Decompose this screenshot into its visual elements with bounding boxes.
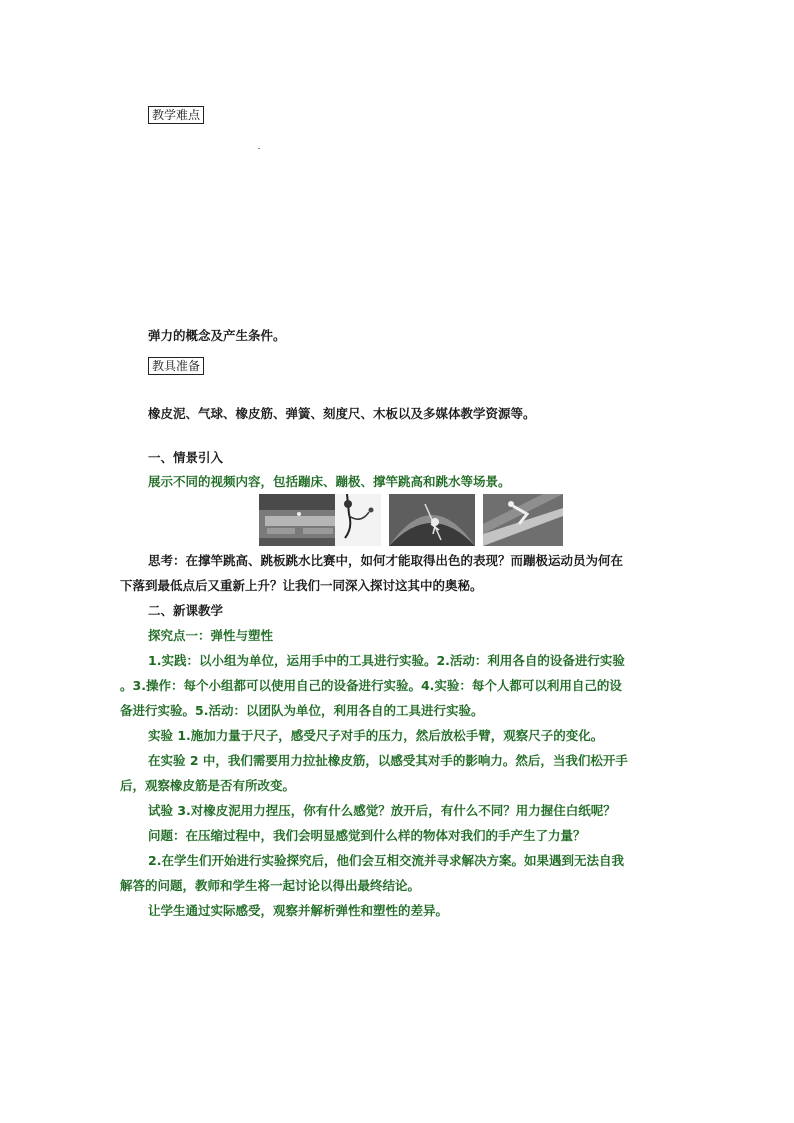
difficulty-text: 弹力的概念及产生条件。 xyxy=(148,328,286,343)
section2-p1-line3: 备进行实验。5.活动：以团队为单位，利用各自的工具进行实验。 xyxy=(120,703,484,718)
stray-mark xyxy=(258,148,260,149)
section2-p7: 让学生通过实际感受，观察并解析弹性和塑性的差异。 xyxy=(148,903,449,918)
trampoline-photo xyxy=(259,494,343,546)
section2-p6-line2: 解答的问题，教师和学生将一起讨论以得出最终结论。 xyxy=(120,878,421,893)
section2-p3-line2: 后，观察橡皮筋是否有所改变。 xyxy=(120,778,296,793)
tools-text: 橡皮泥、气球、橡皮筋、弹簧、刻度尺、木板以及多媒体教学资源等。 xyxy=(148,406,536,421)
section2-p1-line1: 1.实践：以小组为单位，运用手中的工具进行实验。2.活动：利用各自的设备进行实验 xyxy=(148,653,625,668)
pole-vault-photo xyxy=(389,494,475,546)
section2-p1-line2: 。3.操作：每个小组都可以使用自己的设备进行实验。4.实验：每个人都可以利用自己的设 xyxy=(120,678,622,693)
section2-heading: 二、新课教学 xyxy=(148,603,224,618)
label-teaching-tools: 教具准备 xyxy=(148,357,204,375)
label-teaching-difficulty: 教学难点 xyxy=(148,106,204,124)
section1-think-line1: 思考：在撑竿跳高、跳板跳水比赛中，如何才能取得出色的表现？而蹦极运动员为何在 xyxy=(148,553,624,568)
diving-photo xyxy=(483,494,563,546)
section1-heading: 一、情景引入 xyxy=(148,450,224,465)
section1-think-line2: 下落到最低点后又重新上升？让我们一同深入探讨这其中的奥秘。 xyxy=(120,578,483,593)
section1-intro: 展示不同的视频内容，包括蹦床、蹦极、撑竿跳高和跳水等场景。 xyxy=(148,474,511,489)
section2-p4: 试验 3.对橡皮泥用力捏压，你有什么感觉？放开后，有什么不同？用力握住白纸呢？ xyxy=(148,803,616,818)
section2-p5: 问题：在压缩过程中，我们会明显感觉到什么样的物体对我们的手产生了力量？ xyxy=(148,828,586,843)
section2-p6-line1: 2.在学生们开始进行实验探究后，他们会互相交流并寻求解决方案。如果遇到无法自我 xyxy=(148,853,624,868)
bungee-photo xyxy=(335,494,381,546)
section2-p3-line1: 在实验 2 中，我们需要用力拉扯橡皮筋，以感受其对手的影响力。然后，当我们松开手 xyxy=(148,753,628,768)
section2-point1: 探究点一：弹性与塑性 xyxy=(148,628,274,643)
section2-p2: 实验 1.施加力量于尺子，感受尺子对手的压力，然后放松手臂，观察尺子的变化。 xyxy=(148,728,604,743)
